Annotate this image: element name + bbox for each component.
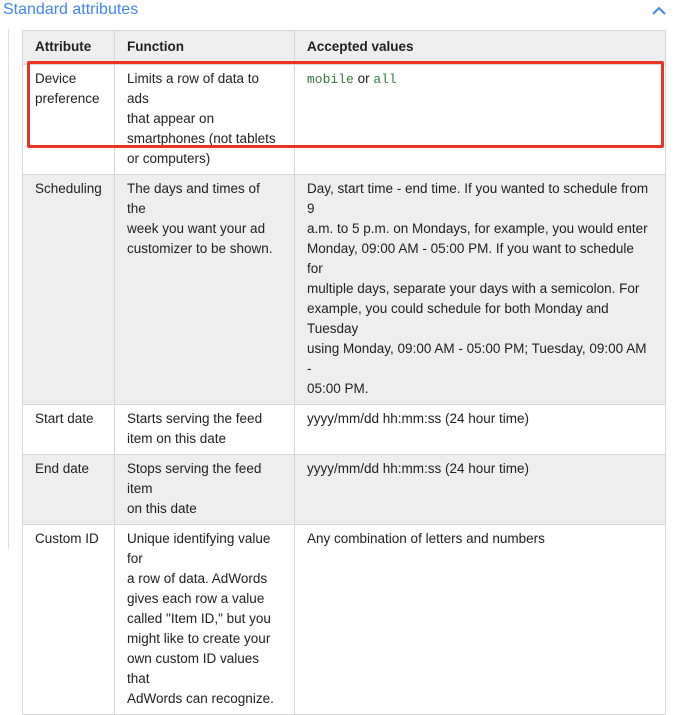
cell-values [295,525,666,715]
cell-values [295,455,666,525]
cell-text: Custom ID [35,531,99,546]
cell-text: gives each row a value [127,591,265,606]
cell-text: multiple days, separate your days with a semicolon. For [307,281,640,296]
cell-text: called "Item ID," but you [127,611,271,626]
cell-text: End date [35,461,90,476]
code-value-mobile: mobile [307,72,354,87]
header-accepted-values: Accepted values [295,31,666,65]
cell-values [295,405,666,455]
cell-text: AdWords can recognize. [127,691,274,706]
header-attribute: Attribute [23,31,115,65]
cell-text: own custom ID values that [127,651,260,686]
cell-attribute [23,175,115,405]
cell-text: Limits a row of data to ads [127,71,260,106]
section-rule [8,29,9,549]
table-row [23,65,666,175]
code-value-all: all [373,72,397,87]
cell-text: Starts serving the feed [127,411,263,426]
cell-text: preference [35,91,100,106]
cell-values [295,175,666,405]
table-row [23,405,666,455]
cell-text: Monday, 09:00 AM - 05:00 PM. If you want to schedule for [307,241,634,276]
table-header-row [23,31,666,65]
cell-text: item on this date [127,431,227,446]
cell-text: week you want your ad [127,221,266,236]
cell-text: 05:00 PM. [307,381,369,396]
cell-function [115,405,295,455]
table-row [23,525,666,715]
attributes-table [22,30,665,715]
cell-text: or [353,71,374,86]
cell-text: yyyy/mm/dd hh:mm:ss (24 hour time) [307,461,530,476]
cell-attribute [23,65,115,175]
cell-function [115,525,295,715]
header-function: Function [115,31,295,65]
cell-function [115,175,295,405]
cell-text: yyyy/mm/dd hh:mm:ss (24 hour time) [307,411,530,426]
cell-text: Device [35,71,77,86]
cell-text: a row of data. AdWords [127,571,268,586]
section-title[interactable]: Standard attributes [3,1,139,18]
chevron-up-icon[interactable] [650,4,668,18]
cell-values [295,65,666,175]
cell-text: Day, start time - end time. If you wanted to schedule from 9 [307,181,649,216]
cell-text: Any combination of letters and numbers [307,531,545,546]
cell-attribute [23,525,115,715]
cell-function [115,65,295,175]
section-header[interactable] [0,0,675,24]
table-row [23,455,666,525]
cell-text: using Monday, 09:00 AM - 05:00 PM; Tuesday, 09:00 AM - [307,341,647,376]
cell-text: Start date [35,411,94,426]
cell-attribute [23,455,115,525]
cell-text: customizer to be shown. [127,241,273,256]
cell-text: or computers) [127,151,211,166]
cell-text: Scheduling [35,181,102,196]
cell-text: that appear on [127,111,215,126]
cell-text: The days and times of the [127,181,260,216]
cell-text: Unique identifying value for [127,531,271,566]
cell-text: on this date [127,501,197,516]
cell-text: might like to create your [127,631,271,646]
cell-attribute [23,405,115,455]
cell-text: example, you could schedule for both Monday and Tuesday [307,301,609,336]
cell-function [115,455,295,525]
cell-text: Stops serving the feed item [127,461,262,496]
table-row [23,175,666,405]
cell-text: a.m. to 5 p.m. on Mondays, for example, you would enter [307,221,648,236]
cell-text: smartphones (not tablets [127,131,276,146]
